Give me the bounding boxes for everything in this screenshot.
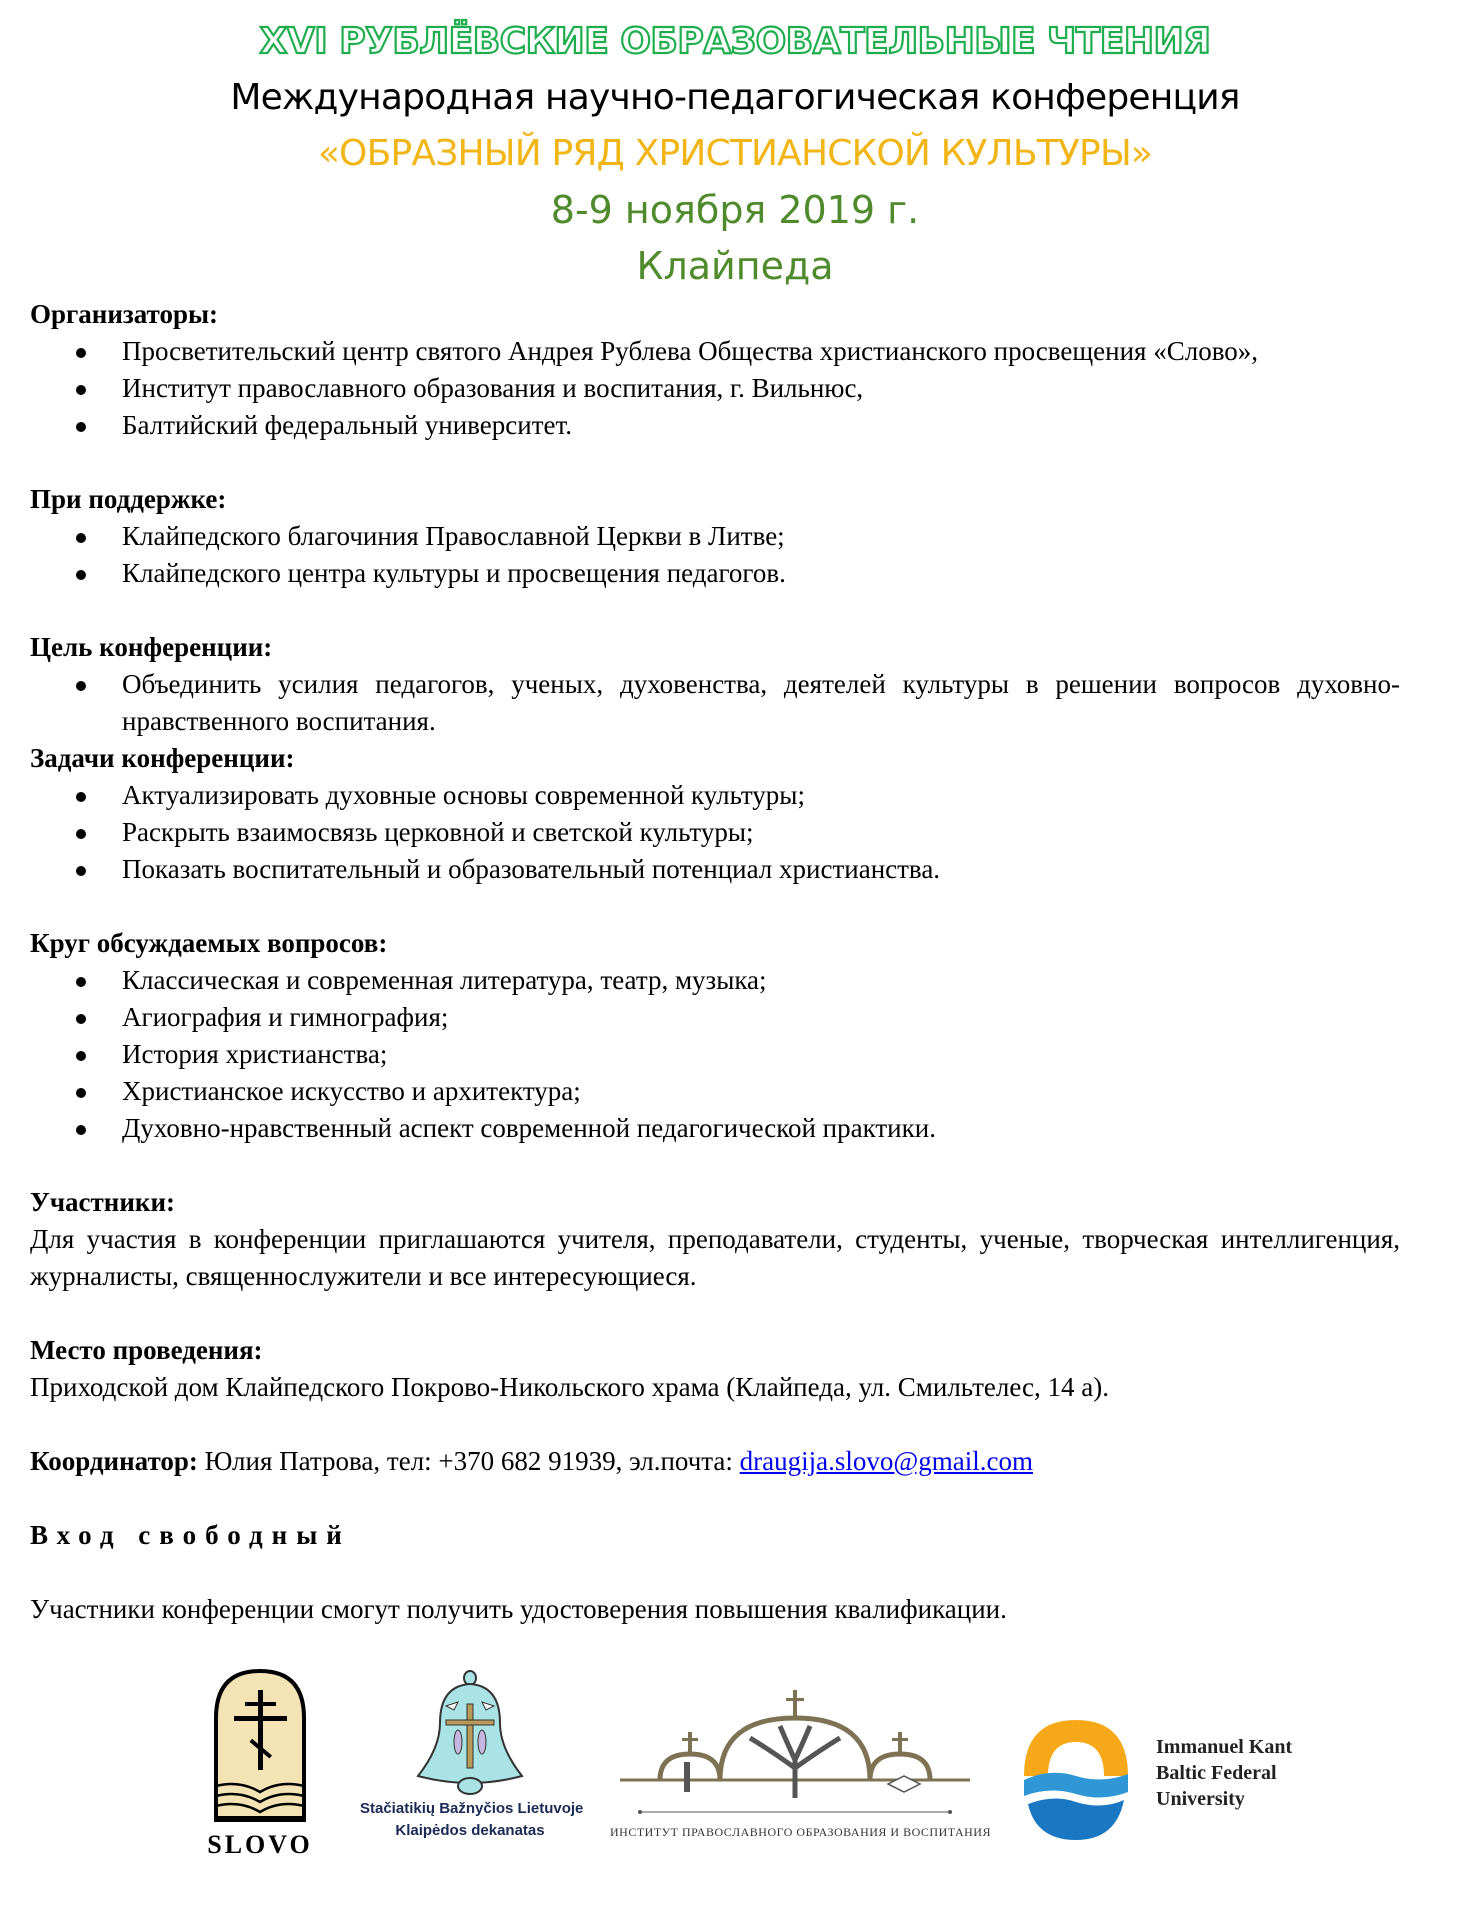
book-icon xyxy=(888,1776,920,1792)
list-item: Духовно-нравственный аспект современной педагогической практики. xyxy=(30,1110,1400,1147)
tasks-title: Задачи конференции: xyxy=(30,743,295,773)
document-header xyxy=(0,0,1470,294)
bullet-icon xyxy=(76,851,88,888)
document-body xyxy=(30,296,1400,1628)
slovo-name: SLOVO xyxy=(207,1830,313,1859)
tasks-list xyxy=(30,777,1400,888)
conference-dates: 8-9 ноября 2019 г. xyxy=(550,188,920,232)
support-title: При поддержке: xyxy=(30,484,227,514)
slovo-logo-block xyxy=(200,1668,320,1878)
list-item: Агиография и гимнография; xyxy=(30,999,1400,1036)
bullet-icon xyxy=(76,814,88,851)
admission-text: Вход свободный xyxy=(30,1520,351,1550)
conference-type: Международная научно-педагогическая конференция xyxy=(230,77,1240,118)
bfu-logo-block xyxy=(1020,1716,1320,1926)
list-item: Христианское искусство и архитектура; xyxy=(30,1073,1400,1110)
list-item: Балтийский федеральный университет. xyxy=(30,407,1400,444)
institute-logo xyxy=(620,1688,970,1820)
bullet-icon xyxy=(76,1073,88,1110)
venue-text: Приходской дом Клайпедского Покрово-Никольского храма (Клайпеда, ул. Смильтелес, 14 а). xyxy=(30,1372,1109,1402)
email-link[interactable]: draugija.slovo@gmail.com xyxy=(739,1446,1033,1476)
sun-arc-icon xyxy=(1024,1720,1128,1776)
bullet-icon xyxy=(76,555,88,592)
deanery-logo-block xyxy=(360,1668,584,1878)
bfu-name-line2: Baltic Federal xyxy=(1156,1762,1277,1784)
bullet-icon xyxy=(76,518,88,555)
list-item: Актуализировать духовные основы современной культуры; xyxy=(30,777,1400,814)
institute-logo-block xyxy=(610,1688,991,1898)
coordinator-label: Координатор: xyxy=(30,1446,198,1476)
bullet-icon xyxy=(76,666,88,703)
list-item: Объединить усилия педагогов, ученых, духовенства, деятелей культуры в решении вопросов духовно-нравственного воспитания. xyxy=(30,666,1400,740)
goal-list xyxy=(30,666,1400,740)
participants-title: Участники: xyxy=(30,1187,176,1217)
deanery-line1: Stačiatikių Bažnyčios Lietuvoje xyxy=(360,1800,584,1817)
conference-theme: «ОБРАЗНЫЙ РЯД ХРИСТИАНСКОЙ КУЛЬТУРЫ» xyxy=(317,133,1153,174)
list-item: История христианства; xyxy=(30,1036,1400,1073)
deanery-line2: Klaipėdos dekanatas xyxy=(395,1822,545,1839)
bullet-icon xyxy=(76,962,88,999)
coordinator-line xyxy=(30,1443,1400,1480)
list-item: Институт православного образования и воспитания, г. Вильнюс, xyxy=(30,370,1400,407)
list-item: Классическая и современная литература, театр, музыка; xyxy=(30,962,1400,999)
bullet-icon xyxy=(76,777,88,814)
bullet-icon xyxy=(76,370,88,407)
series-title: XVI РУБЛЁВСКИЕ ОБРАЗОВАТЕЛЬНЫЕ ЧТЕНИЯ xyxy=(259,21,1211,62)
bullet-icon xyxy=(76,1110,88,1147)
bfu-name-line3: University xyxy=(1156,1788,1245,1810)
certificate-text: Участники конференции смогут получить удостоверения повышения квалификации. xyxy=(30,1594,1007,1624)
list-item: Просветительский центр святого Андрея Рублева Общества христианского просвещения «Слово», xyxy=(30,333,1400,370)
topics-list xyxy=(30,962,1400,1147)
list-item: Показать воспитательный и образовательный потенциал христианства. xyxy=(30,851,1400,888)
participants-text: Для участия в конференции приглашаются учителя, преподаватели, студенты, ученые, творческая интеллигенция, журналисты, священнослужители и все интересующиеся. xyxy=(30,1224,1400,1291)
cross-icon xyxy=(467,1704,473,1768)
cross-icon xyxy=(793,1690,797,1718)
venue-title: Место проведения: xyxy=(30,1335,263,1365)
bfu-name-line1: Immanuel Kant xyxy=(1156,1736,1293,1758)
list-item: Раскрыть взаимосвязь церковной и светской культуры; xyxy=(30,814,1400,851)
topics-title: Круг обсуждаемых вопросов: xyxy=(30,928,388,958)
list-item: Клайпедского благочиния Православной Церкви в Литве; xyxy=(30,518,1400,555)
wave-icon xyxy=(1024,1773,1128,1798)
support-list xyxy=(30,518,1400,592)
bfu-name xyxy=(1156,1734,1292,1812)
organizers-title: Организаторы: xyxy=(30,299,219,329)
conference-city: Клайпеда xyxy=(636,244,834,288)
bfu-logo xyxy=(1020,1716,1132,1844)
bullet-icon xyxy=(76,999,88,1036)
organizers-list xyxy=(30,333,1400,444)
bullet-icon xyxy=(76,333,88,370)
bullet-icon xyxy=(76,1036,88,1073)
list-item: Клайпедского центра культуры и просвещения педагогов. xyxy=(30,555,1400,592)
goal-title: Цель конференции: xyxy=(30,632,273,662)
deanery-bell-logo xyxy=(410,1668,530,1798)
bullet-icon xyxy=(76,407,88,444)
coordinator-text: Юлия Патрова, тел: +370 682 91939, эл.почта: xyxy=(197,1446,740,1476)
slovo-logo xyxy=(212,1668,308,1828)
tree-icon xyxy=(750,1726,840,1798)
institute-name: ИНСТИТУТ ПРАВОСЛАВНОГО ОБРАЗОВАНИЯ И ВОСПИТАНИЯ xyxy=(610,1825,991,1839)
partner-logos xyxy=(0,1668,1470,1878)
